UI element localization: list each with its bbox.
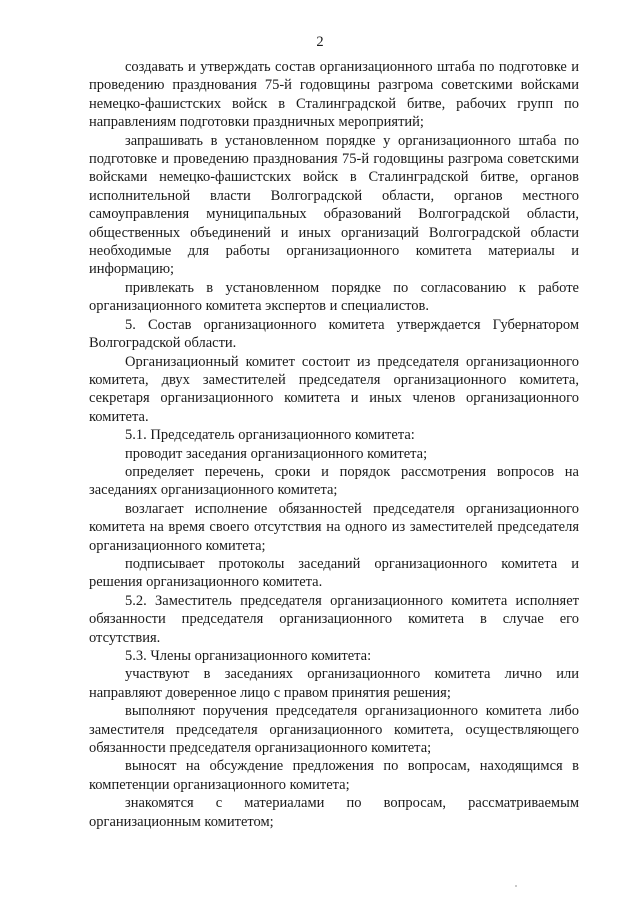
paragraph-perform-orders: выполняют поручения председателя организационного комитета либо заместителя председателя организационного комитета, осуществляющего обязанности председателя организационного комитета; (89, 703, 579, 757)
paragraph-item-5-1: 5.1. Председатель организационного комитета: (125, 427, 415, 444)
paragraph-involve-experts: привлекать в установленном порядке по согласованию к работе организационного комитета экспертов и специалистов. (89, 279, 579, 315)
paragraph-review-materials: знакомятся с материалами по вопросам, рассматриваемым организационным комитетом; (89, 795, 579, 830)
paragraph-request-materials: запрашивать в установленном порядке у организационного штаба по подготовке и проведению празднования 75-й годовщины разгрома советскими войсками немецко-фашистских войск в Сталинградской битве, органов исполнительной власти Волгоградской области, органов местного самоуправления муниципальных образований Волгоградской области, общественных объединений и иных организаций Волгоградской области необходимые для работы организационного комитета материалы и информацию; (89, 132, 579, 278)
paragraph-delegates-duties: возлагает исполнение обязанностей председателя организационного комитета на время своего отсутствия на одного из заместителей председателя организационного комитета; (89, 500, 579, 554)
page-number: 2 (316, 34, 324, 50)
scan-speck (515, 885, 517, 887)
paragraph-item-5-2: 5.2. Заместитель председателя организационного комитета исполняет обязанности председателя организационного комитета в случае его отсутствия. (89, 592, 579, 646)
paragraph-submit-proposals: выносят на обсуждение предложения по вопросам, находящимся в компетенции организационного комитета; (89, 758, 579, 793)
paragraph-committee-composition: Организационный комитет состоит из председателя организационного комитета, двух заместителей председателя организационного комитета, секретаря организационного комитета и иных членов организационного комитета. (89, 353, 579, 425)
paragraph-defines-agenda: определяет перечень, сроки и порядок рассмотрения вопросов на заседаниях организационного комитета; (89, 463, 579, 499)
paragraph-create-staff: создавать и утверждать состав организационного штаба по подготовке и проведению празднования 75-й годовщины разгрома советскими войсками немецко-фашистских войск в Сталинградской битве, рабочих групп по направлениям подготовки праздничных мероприятий; (89, 59, 579, 131)
paragraph-item-5: 5. Состав организационного комитета утверждается Губернатором Волгоградской области. (89, 316, 579, 352)
document-body (89, 58, 579, 831)
paragraph-participate-meetings: участвуют в заседаниях организационного комитета лично или направляют доверенное лицо с правом принятия решения; (89, 666, 579, 701)
paragraph-item-5-3: 5.3. Члены организационного комитета: (125, 648, 372, 664)
paragraph-conducts-meetings: проводит заседания организационного комитета; (125, 445, 428, 462)
paragraph-signs-protocols: подписывает протоколы заседаний организационного комитета и решения организационного комитета. (89, 555, 579, 591)
